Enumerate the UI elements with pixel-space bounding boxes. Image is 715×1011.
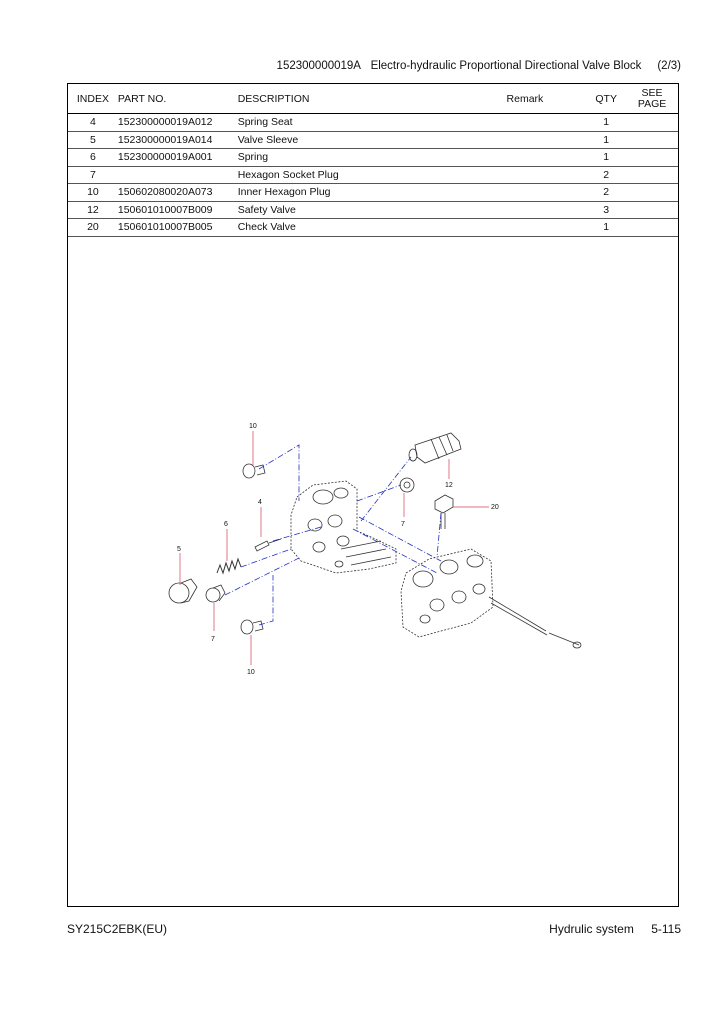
cell-part-no: 152300000019A012: [118, 114, 238, 132]
header-title: Electro-hydraulic Proportional Directional Valve Block: [370, 60, 642, 72]
spring-seat: [255, 539, 281, 551]
header-page-of: (2/3): [657, 60, 681, 72]
cell-description: Hexagon Socket Plug: [238, 166, 507, 184]
cell-index: 6: [68, 149, 118, 167]
check-valve: [435, 495, 453, 513]
cell-index: 20: [68, 219, 118, 237]
callout-5: 5: [177, 546, 181, 553]
cell-part-no: 150602080020A073: [118, 184, 238, 202]
col-part-no: PART NO.: [118, 84, 238, 114]
valve-sleeve: [169, 583, 189, 603]
col-see-page-label: SEE PAGE: [637, 86, 667, 110]
cell-index: 12: [68, 201, 118, 219]
cell-description: Spring: [238, 149, 507, 167]
cell-description: Valve Sleeve: [238, 131, 507, 149]
parts-frame: [67, 83, 679, 907]
cell-index: 4: [68, 114, 118, 132]
cell-description: Check Valve: [238, 219, 507, 237]
rod-part: [489, 597, 579, 645]
col-remark: Remark: [507, 84, 587, 114]
plug-7-right: [400, 478, 414, 492]
plug-10-top: [243, 464, 255, 478]
plug-7-left: [206, 588, 220, 602]
cell-qty: 1: [586, 219, 626, 237]
footer-section: Hydrulic system: [549, 922, 634, 936]
cell-description: Inner Hexagon Plug: [238, 184, 507, 202]
cell-description: Spring Seat: [238, 114, 507, 132]
callout-20: 20: [491, 504, 499, 511]
page-header: [277, 60, 681, 72]
cell-part-no: 150601010007B009: [118, 201, 238, 219]
cell-index: 7: [68, 166, 118, 184]
cell-qty: 3: [586, 201, 626, 219]
cell-qty: 2: [586, 184, 626, 202]
callout-10-bottom: 10: [247, 669, 255, 676]
cell-qty: 1: [586, 114, 626, 132]
lower-valve-body: [401, 549, 493, 637]
safety-valve: [415, 433, 461, 463]
cell-qty: 1: [586, 149, 626, 167]
plug-10-bottom: [241, 620, 253, 634]
cell-qty: 1: [586, 131, 626, 149]
cell-index: 10: [68, 184, 118, 202]
cell-qty: 2: [586, 166, 626, 184]
col-qty: QTY: [586, 84, 626, 114]
callout-4: 4: [258, 499, 262, 506]
callout-7-right: 7: [401, 521, 405, 528]
footer-right: [535, 922, 681, 936]
spring: [217, 559, 241, 573]
cell-part-no: 152300000019A014: [118, 131, 238, 149]
col-index: INDEX: [68, 84, 118, 114]
callout-10-top: 10: [249, 423, 257, 430]
footer-page-number: 5-115: [651, 922, 681, 936]
callout-6: 6: [224, 521, 228, 528]
header-part-number: 152300000019A: [276, 60, 361, 72]
cell-index: 5: [68, 131, 118, 149]
cell-part-no: 150601010007B005: [118, 219, 238, 237]
exploded-diagram: [68, 84, 680, 908]
col-description: DESCRIPTION: [238, 84, 507, 114]
footer-model: SY215C2EBK(EU): [67, 922, 168, 936]
callout-12: 12: [445, 482, 453, 489]
cell-part-no: 152300000019A001: [118, 149, 238, 167]
callout-7-left: 7: [211, 636, 215, 643]
cell-description: Safety Valve: [238, 201, 507, 219]
